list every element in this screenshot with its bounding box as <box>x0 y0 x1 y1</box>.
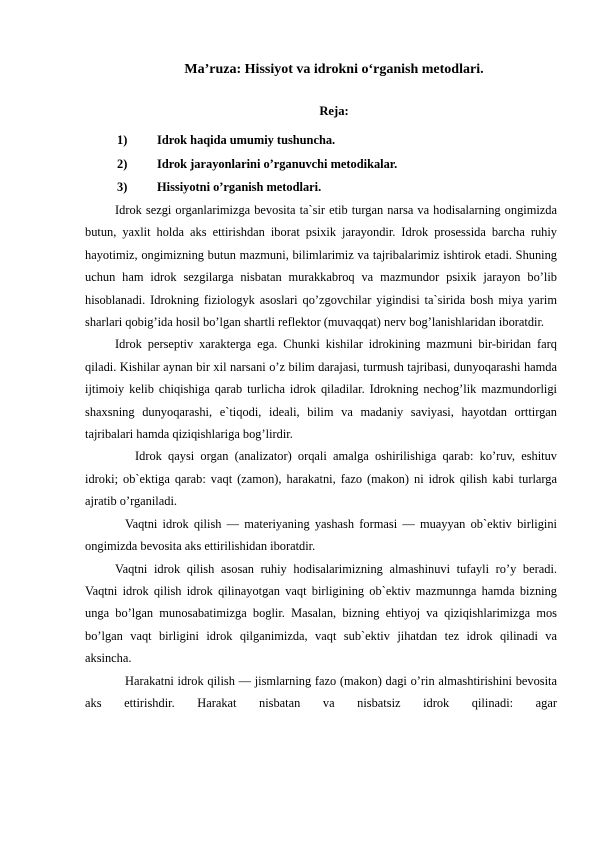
paragraph-idrok-definition: Idrok sezgi organlarimizga bevosita ta`sir etib turgan narsa va hodisalarning ongimizda butun, yaxlit holda aks ettirishdan iborat psixik jarayondir. Idrok prosessida barcha ruhiy hayotimiz, ongimizning butun mazmuni, bilimlarimiz va tajribalarimiz ishtirok etadi. Shuning uchun ham idrok sezgilarga nisbatan murakkabroq va mazmundor psixik jarayon bo’lib hisoblanadi. Idrokning fiziologyk asoslari qo’zgovchilar yigindisi ta`sirida bosh miya yarim sharlari qobig’ida hosil bo’lgan shartli reflektor (muvaqqat) nerv bog’lanishlaridan iboratdir. <box>85 203 557 330</box>
plan-item <box>117 153 557 177</box>
plan-item-text: Idrok jarayonlarini o’rganuvchi metodikalar. <box>157 156 398 171</box>
paragraph-time-details: Vaqtni idrok qilish asosan ruhiy hodisalarimizning almashinuvi tufayli ro’y beradi. Vaqtni idrok qilish idrok qilinayotgan vaqt birligining ob`ektiv mazmunnga hamda bizning unga bo’lgan munosabatimizga boglir. Masalan, bizning ehtiyoj va qiziqishlarimizga mos bo’lgan vaqt birligini idrok qilganimizda, vaqt sub`ektiv jihatdan tez idrok qilinadi va aksincha. <box>85 561 557 666</box>
paragraph-perceptive: Idrok perseptiv xarakterga ega. Chunki kishilar idrokining mazmuni bir-biridan farq qiladi. Kishilar aynan bir xil narsani o’z bilim darajasi, turmush tajribasi, dunyoqarashi hamda ijtimoiy kelib chiqishiga qarab turlicha idrok qiladilar. Idrokning nechog’lik mazmundorligi shaxsning dunyoqarashi, e`tiqodi, ideali, bilim va madaniy saviyasi, hayotdan orttirgan tajribalari hamda qiziqishlariga bog’lirdir. <box>85 337 557 442</box>
plan-list <box>117 129 557 200</box>
plan-item <box>117 129 557 153</box>
plan-item <box>117 176 557 200</box>
paragraph-types: Idrok qaysi organ (analizator) orqali amalga oshirilishiga qarab: ko’ruv, eshituv idroki; ob`ektiga qarab: vaqt (zamon), harakatni, fazo (makon) ni idrok qilish kabi turlarga ajratib o’rganiladi. <box>85 449 557 509</box>
lecture-title: Ma’ruza: Hissiyot va idrokni o‘rganish metodlari. <box>184 62 484 77</box>
plan-item-number: 3) <box>117 180 128 194</box>
paragraph-motion-perception: Harakatni idrok qilish — jismlarning fazo (makon) dagi o’rin almashtirishini bevosita aks ettirishdir. Harakat nisbatan va nisbatsiz idrok qilinadi: agar <box>85 673 557 710</box>
plan-item-number: 2) <box>117 156 128 171</box>
plan-heading: Reja: <box>319 104 349 118</box>
plan-item-text: Idrok haqida umumiy tushuncha. <box>157 133 336 147</box>
plan-item-text: Hissiyotni o’rganish metodlari. <box>157 180 322 194</box>
lecture-body <box>85 199 557 714</box>
plan-item-number: 1) <box>117 133 128 147</box>
paragraph-time-perception: Vaqtni idrok qilish — materiyaning yashash formasi — muayyan ob`ektiv birligini ongimizda bevosita aks ettirilishidan iboratdir. <box>85 516 557 554</box>
